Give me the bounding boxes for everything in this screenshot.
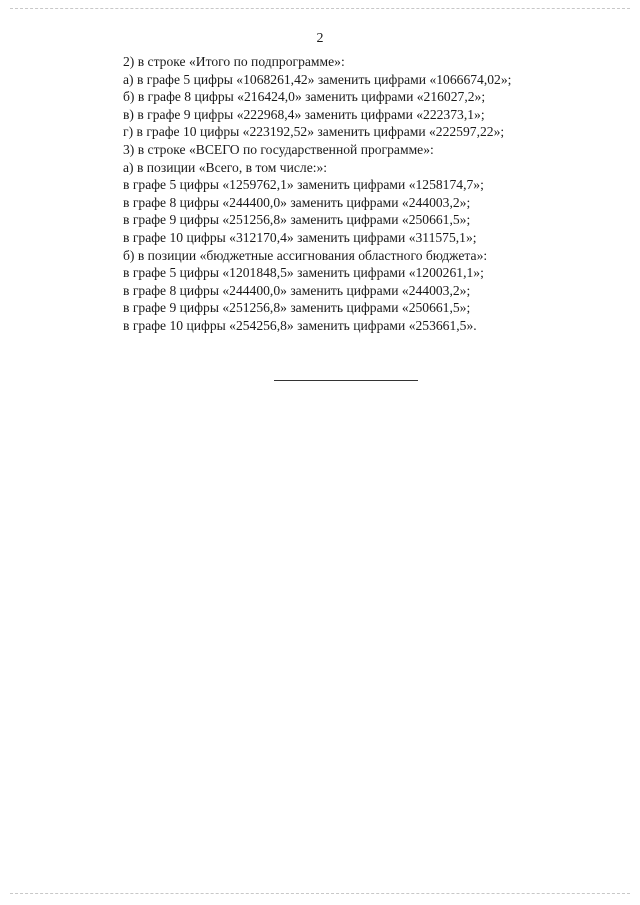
- doc-line: в графе 10 цифры «312170,4» заменить цифрами «311575,1»;: [123, 229, 477, 245]
- doc-line: в графе 9 цифры «251256,8» заменить цифрами «250661,5»;: [123, 212, 471, 228]
- scan-edge-top: [10, 8, 630, 9]
- doc-line: а) в графе 5 цифры «1068261,42» заменить цифрами «1066674,02»;: [123, 71, 512, 87]
- doc-line: в графе 5 цифры «1259762,1» заменить цифрами «1258174,7»;: [123, 177, 484, 193]
- doc-line: в графе 8 цифры «244400,0» заменить цифрами «244003,2»;: [123, 282, 471, 298]
- scan-edge-bottom: [10, 893, 630, 894]
- doc-line: б) в графе 8 цифры «216424,0» заменить цифрами «216027,2»;: [123, 89, 486, 105]
- page-number: 2: [316, 31, 324, 46]
- doc-line: б) в позиции «бюджетные ассигнования областного бюджета»:: [123, 247, 488, 263]
- doc-line: 3) в строке «ВСЕГО по государственной программе»:: [123, 141, 434, 157]
- document-body: [123, 53, 593, 335]
- doc-line: а) в позиции «Всего, в том числе:»:: [123, 159, 328, 175]
- doc-line: в) в графе 9 цифры «222968,4» заменить цифрами «222373,1»;: [123, 106, 485, 122]
- closing-separator-line: [274, 380, 418, 381]
- doc-line: 2) в строке «Итого по подпрограмме»:: [123, 54, 345, 69]
- doc-line: в графе 9 цифры «251256,8» заменить цифрами «250661,5»;: [123, 300, 471, 316]
- doc-line: г) в графе 10 цифры «223192,52» заменить цифрами «222597,22»;: [123, 124, 505, 140]
- doc-line: в графе 5 цифры «1201848,5» заменить цифрами «1200261,1»;: [123, 265, 484, 281]
- doc-line: в графе 8 цифры «244400,0» заменить цифрами «244003,2»;: [123, 194, 471, 210]
- doc-line: в графе 10 цифры «254256,8» заменить цифрами «253661,5».: [123, 317, 477, 333]
